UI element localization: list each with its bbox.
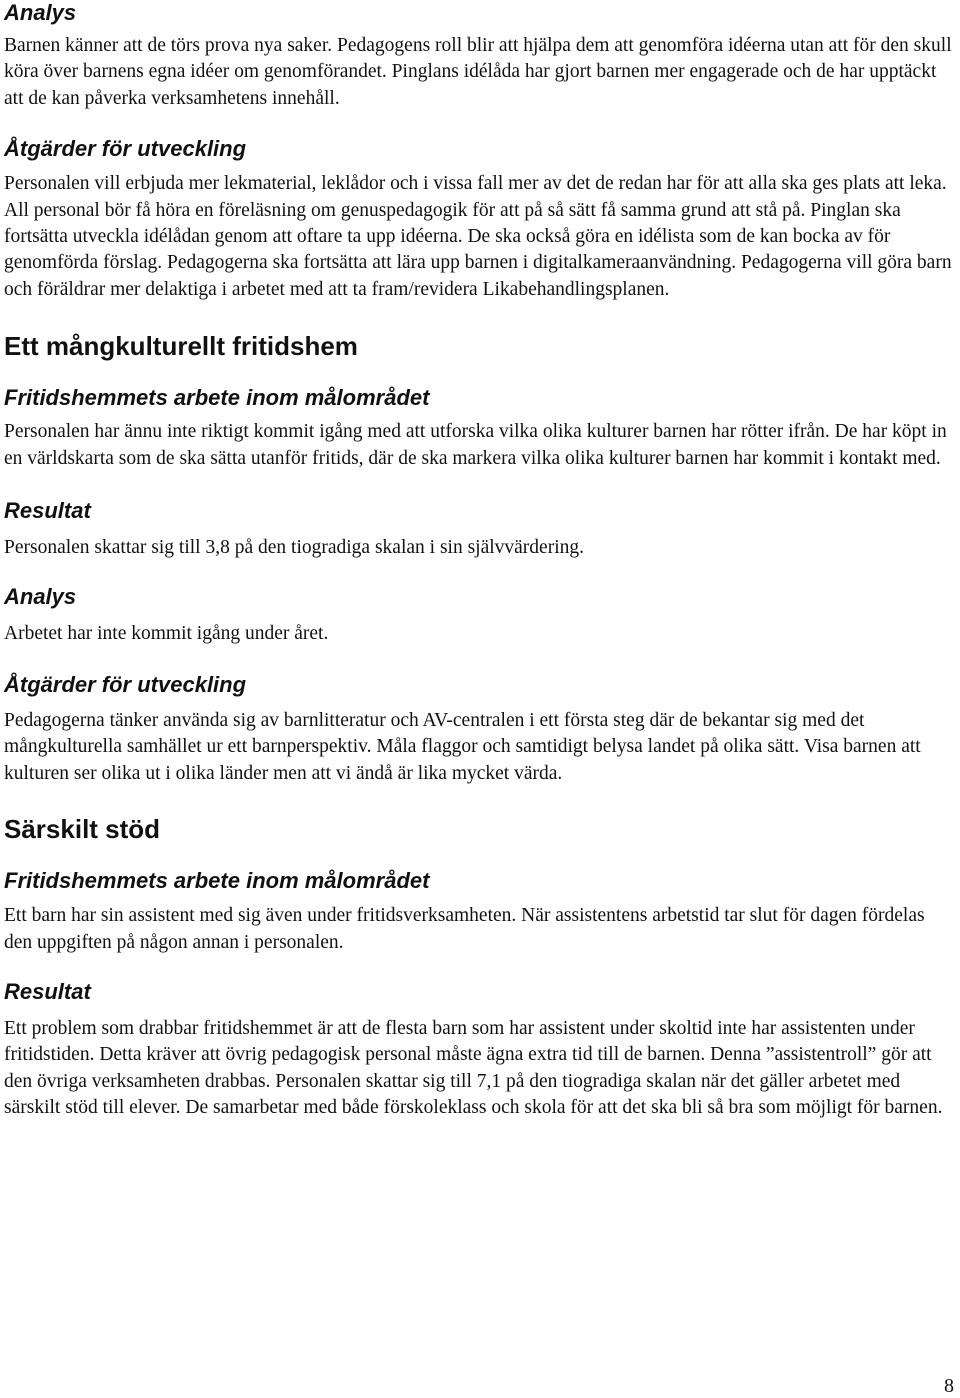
heading-atgarder: Åtgärder för utveckling (4, 136, 247, 162)
heading-analys: Analys (4, 0, 77, 25)
paragraph-resultat-sarskilt-stod: Ett problem som drabbar fritidshemmet är att de flesta barn som har assistent under skoltid inte har assistenten under fritidstiden. Detta kräver att övrig pedagogisk personal måste ägna extra tid till de barnen. Denna ”assistentroll” gör att den övriga verksamheten drabbas. Personalen skattar sig till 7,1 på den tiogradiga skalan när det gäller arbetet med särskilt stöd till elever. De samarbetar med både förskoleklass och skola för att det ska bli så bra som möjligt för barnen. (4, 1017, 943, 1119)
heading-resultat-sarskilt-stod: Resultat (4, 978, 91, 1004)
section-title-mangkulturellt: Ett mångkulturellt fritidshem (4, 331, 358, 362)
paragraph-resultat-mangkulturellt: Personalen skattar sig till 3,8 på den tiogradiga skalan i sin självvärdering. (4, 537, 584, 559)
page-number: 8 (944, 1375, 954, 1397)
heading-resultat-mangkulturellt: Resultat (4, 498, 91, 524)
paragraph-analys-mangkulturellt: Arbetet har inte kommit igång under året. (4, 623, 329, 645)
document-page (4, 0, 954, 1122)
paragraph-atgarder: Personalen vill erbjuda mer lekmaterial, leklådor och i vissa fall mer av det de redan har för att alla ska ges plats att leka. All personal bör få höra en föreläsning om genuspedagogik för att på så sätt få samma grund att stå på. Pinglan ska fortsätta utveckla idélådan genom att oftare ta upp idéerna. De ska också göra en idélista som de kan bocka av för genomförda förslag. Pedagogerna ska fortsätta att lära upp barnen i digitalkameraanvändning. Pedagogerna vill göra barn och föräldrar mer delaktiga i arbetet med att ta fram/revidera Likabehandlingsplanen. (4, 173, 952, 300)
heading-atgarder-mangkulturellt: Åtgärder för utveckling (4, 671, 247, 697)
paragraph-arbete-sarskilt-stod: Ett barn har sin assistent med sig även under fritidsverksamheten. När assistentens arbetstid tar slut för dagen fördelas den uppgiften på någon annan i personalen. (4, 905, 925, 953)
heading-analys-mangkulturellt: Analys (4, 584, 77, 610)
paragraph-analys: Barnen känner att de törs prova nya saker. Pedagogens roll blir att hjälpa dem att genomföra idéerna utan att för den skull köra över barnens egna idéer om genomförandet. Pinglans idélåda har gjort barnen mer engagerade och de har upptäckt att de kan påverka verksamhetens innehåll. (4, 35, 952, 109)
heading-arbete-sarskilt-stod: Fritidshemmets arbete inom målområdet (4, 868, 430, 894)
heading-arbete-mangkulturellt: Fritidshemmets arbete inom målområdet (4, 385, 430, 411)
paragraph-arbete-mangkulturellt: Personalen har ännu inte riktigt kommit igång med att utforska vilka olika kulturer barnen har rötter ifrån. De har köpt in en världskarta som de ska sätta utanför fritids, där de ska markera vilka olika kulturer barnen har kommit i kontakt med. (4, 421, 947, 469)
paragraph-atgarder-mangkulturellt: Pedagogerna tänker använda sig av barnlitteratur och AV-centralen i ett första steg där de bekantar sig med det mångkulturella samhället ur ett barnperspektiv. Måla flaggor och samtidigt belysa landet på olika sätt. Visa barnen att kulturen ser olika ut i olika länder men att vi ändå är lika mycket värda. (4, 709, 921, 784)
section-title-sarskilt-stod: Särskilt stöd (4, 814, 161, 845)
